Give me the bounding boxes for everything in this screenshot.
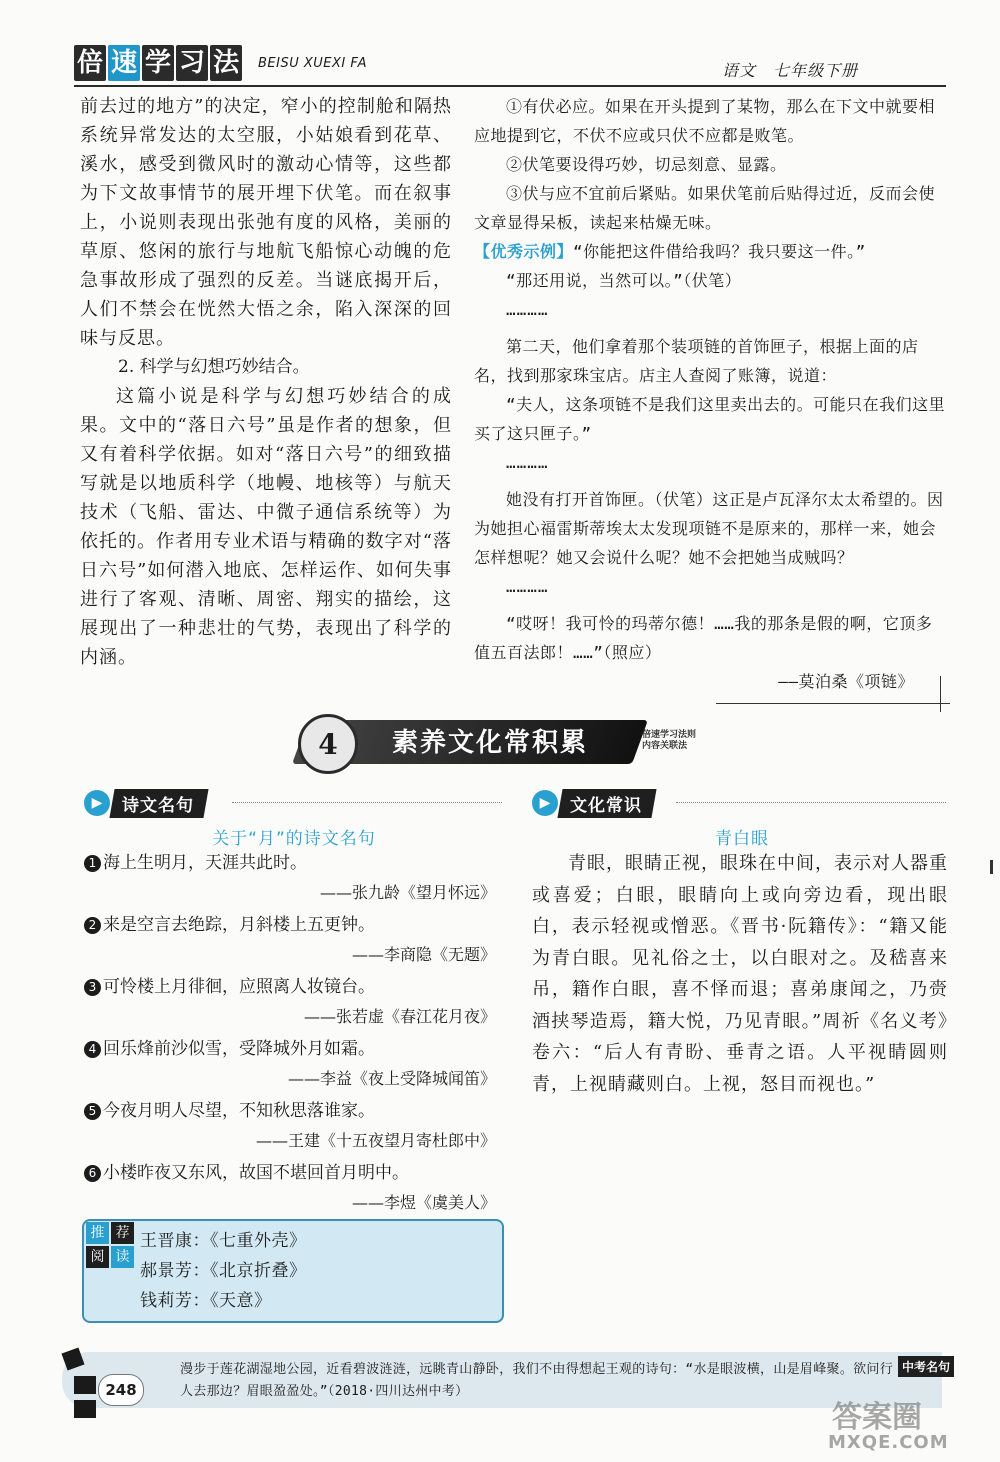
- culture-tag-label: 文化常识: [570, 795, 642, 816]
- divider: [940, 676, 941, 712]
- corner-block: [74, 1400, 96, 1418]
- poem-number-badge: 6: [84, 1165, 101, 1182]
- badge-char: 阅: [86, 1246, 109, 1268]
- dotted-divider: [232, 802, 502, 803]
- culture-text: [532, 848, 948, 1100]
- ellipsis: …………: [506, 300, 549, 319]
- watermark-url: MXQE.COM: [828, 1432, 949, 1453]
- poem-number-badge: 2: [84, 917, 101, 934]
- corner-block: [61, 1347, 84, 1370]
- logo-char: 法: [210, 45, 242, 81]
- recommended-list: [140, 1226, 307, 1316]
- logo-char: 习: [176, 45, 208, 81]
- ellipsis: …………: [506, 577, 549, 596]
- example-line: 第二天，他们拿着那个装项链的首饰匣子，根据上面的店名，找到那家珠宝店。店主人查阅了账簿，说道：: [474, 337, 919, 385]
- poem-text: 海上生明月，天涯共此时。: [103, 853, 307, 873]
- header-divider: [74, 85, 946, 87]
- poems-tag-label: 诗文名句: [122, 795, 194, 816]
- page-corner-blocks: [64, 1350, 102, 1422]
- recommended-item: 郝景芳：《北京折叠》: [140, 1261, 307, 1281]
- badge-char: 推: [86, 1222, 109, 1244]
- section-note-line: 倍速学习法则: [642, 730, 697, 740]
- footer-quote: 漫步于莲花湖湿地公园，近看碧波涟涟，远眺青山静卧，我们不由得想起王观的诗句：“水是眼波横，山是眉峰聚。欲问行人去那边？眉眼盈盈处。”（2018·四川达州中考）: [180, 1362, 894, 1399]
- paragraph: 这篇小说是科学与幻想巧妙结合的成果。文中的“落日六号”虽是作者的想象，但又有着科学依据。如对“落日六号”的细致描写就是以地质科学（地幔、地核等）与航天技术（飞船、雷达、中微子通信系统等）为依托的。作者用专业术语与精确的数字对“落日六号”如何潜入地底、怎样运作、如何失事进行了客观、清晰、周密、翔实的描绘，这展现出了一种悲壮的气势，表现出了科学的内涵。: [80, 386, 452, 668]
- paragraph: 青眼，眼睛正视，眼珠在中间，表示对人器重或喜爱；白眼，眼睛向上或向旁边看，现出眼白，表示轻视或憎恶。《晋书·阮籍传》：“籍又能为青白眼。见礼俗之士，以白眼对之。及嵇喜来吊，籍作白眼，喜不怿而退；喜弟康闻之，乃赍酒挟琴造焉，籍大悦，乃见青眼。”周祈《名义考》卷六：“后人有青盼、垂青之语。人平视睛圆则青，上视睛藏则白。上视，怒目而视也。”: [532, 853, 948, 1095]
- ellipsis: …………: [506, 453, 549, 472]
- poem-number-badge: 1: [84, 855, 101, 872]
- recommended-item: 钱莉芳：《天意》: [140, 1291, 272, 1311]
- culture-section-tag: [532, 788, 654, 818]
- tip-item: ①有伏必应。如果在开头提到了某物，那么在下文中就要相应地提到它，不伏不应或只伏不应都是败笔。: [474, 97, 936, 145]
- corner-block: [74, 1376, 96, 1394]
- logo-char: 速: [108, 45, 140, 81]
- example-line: “夫人，这条项链不是我们这里卖出去的。可能只在我们这里买了这只匣子。”: [474, 395, 946, 443]
- watermark: 答案圈: [832, 1400, 922, 1435]
- divider: [716, 703, 950, 704]
- poem-text: 小楼昨夜又东风，故国不堪回首月明中。: [103, 1163, 409, 1183]
- edge-mark: [990, 860, 993, 874]
- poem-line: [84, 849, 504, 878]
- page-number: 248: [98, 1374, 144, 1406]
- example-line: “那还用说，当然可以。”（伏笔）: [506, 271, 742, 290]
- poem-line: [84, 911, 504, 940]
- tip-item: ③伏与应不宜前后紧贴。如果伏笔前后贴得过近，反而会使文章显得呆板，读起来枯燥无味。: [474, 184, 936, 232]
- logo: [74, 44, 244, 82]
- badge-char: 荐: [111, 1222, 134, 1244]
- example-text: “你能把这件借给我吗？我只要这一件。”: [573, 242, 866, 261]
- book-info: 语文 七年级下册: [722, 61, 859, 80]
- left-column-text: [80, 92, 452, 672]
- right-column-text: [474, 92, 948, 696]
- poem-source: ——李煜《虞美人》: [351, 1193, 496, 1212]
- badge-char: 读: [111, 1246, 134, 1268]
- poem-number-badge: 3: [84, 979, 101, 996]
- poem-source: ——李益《夜上受降城闻笛》: [287, 1069, 496, 1088]
- section-note: [642, 730, 696, 752]
- poem-source: ——王建《十五夜望月寄杜郎中》: [255, 1131, 496, 1150]
- culture-title: 青白眼: [715, 829, 769, 849]
- logo-subtitle: BEISU XUEXI FA: [258, 56, 367, 71]
- example-line: “哎呀！我可怜的玛蒂尔德！……我的那条是假的啊，它顶多值五百法郎！……”（照应）: [474, 614, 933, 662]
- play-icon: ▶: [84, 790, 110, 816]
- logo-char: 倍: [74, 45, 106, 81]
- poem-number-badge: 5: [84, 1103, 101, 1120]
- poem-source: ——李商隐《无题》: [351, 945, 496, 964]
- tip-item: ②伏笔要设得巧妙，切忌刻意、显露。: [506, 155, 787, 174]
- poem-source: ——张九龄《望月怀远》: [319, 883, 496, 902]
- poems-section-tag: [84, 788, 206, 818]
- subheading: 2. 科学与幻想巧妙结合。: [118, 357, 310, 377]
- play-icon: ▶: [532, 790, 558, 816]
- poem-text: 可怜楼上月徘徊，应照离人妆镜台。: [103, 977, 375, 997]
- footer-badge: 中考名句: [898, 1356, 954, 1377]
- example-line: 她没有打开首饰匣。（伏笔）这正是卢瓦泽尔太太希望的。因为她担心福雷斯蒂埃太太发现项链不是原来的，那样一来，她会怎样想呢？她又会说什么呢？她不会把她当成贼吗？: [474, 490, 944, 567]
- poem-source: ——张若虚《春江花月夜》: [303, 1007, 496, 1026]
- section-title: 素养文化常积累: [392, 728, 589, 758]
- section-note-line: 内容关联法: [642, 741, 688, 751]
- poem-line: [84, 1159, 504, 1188]
- recommended-badge: [86, 1222, 134, 1268]
- example-line: [474, 237, 948, 266]
- poem-number-badge: 4: [84, 1041, 101, 1058]
- example-source: ——莫泊桑《项链》: [778, 672, 914, 691]
- example-tag: 【优秀示例】: [474, 242, 574, 261]
- poem-list: [84, 849, 504, 1221]
- poem-line: [84, 1035, 504, 1064]
- dotted-divider: [676, 802, 946, 803]
- paragraph: 前去过的地方”的决定，窄小的控制舱和隔热系统异常发达的太空服，小姑娘看到花草、溪水，感受到微风时的激动心情等，这些都为下文故事情节的展开埋下伏笔。而在叙事上，小说则表现出张弛有度的风格，美丽的草原、悠闲的旅行与地航飞船惊心动魄的危急事故形成了强烈的反差。当谜底揭开后，人们不禁会在恍然大悟之余，陷入深深的回味与反思。: [80, 96, 452, 349]
- section-number: 4: [298, 714, 358, 774]
- poem-line: [84, 1097, 504, 1126]
- recommended-item: 王晋康：《七重外壳》: [140, 1231, 307, 1251]
- poem-text: 来是空言去绝踪，月斜楼上五更钟。: [103, 915, 375, 935]
- poem-text: 今夜月明人尽望，不知秋思落谁家。: [103, 1101, 375, 1121]
- logo-char: 学: [142, 45, 174, 81]
- poems-title: 关于“月”的诗文名句: [212, 829, 376, 849]
- poem-line: [84, 973, 504, 1002]
- poem-text: 回乐烽前沙似雪，受降城外月如霜。: [103, 1039, 375, 1059]
